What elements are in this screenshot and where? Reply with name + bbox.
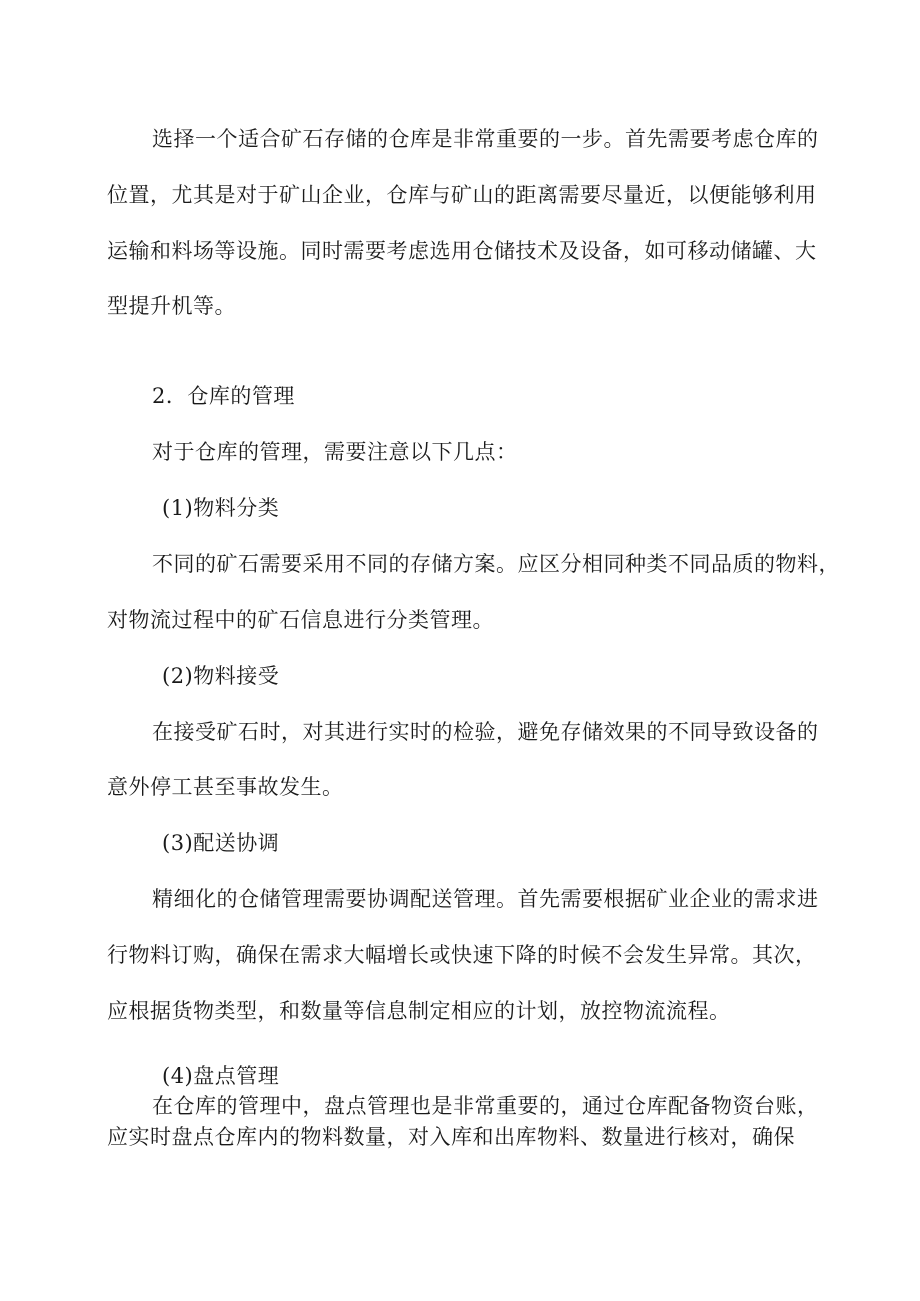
- section-heading: 2．仓库的管理: [152, 384, 295, 408]
- paragraph-line: 意外停工甚至事故发生。: [107, 775, 344, 799]
- paragraph-line: 型提升机等。: [107, 294, 236, 318]
- paragraph-line: 运输和料场等设施。同时需要考虑选用仓储技术及设备，如可移动储罐、大: [107, 239, 817, 263]
- intro-line: 对于仓库的管理，需要注意以下几点：: [152, 440, 518, 464]
- paragraph-line: 应实时盘点仓库内的物料数量，对入库和出库物料、数量进行核对，确保: [107, 1125, 795, 1149]
- paragraph-line: 精细化的仓储管理需要协调配送管理。首先需要根据矿业企业的需求进: [152, 887, 819, 911]
- paragraph-line: 选择一个适合矿石存储的仓库是非常重要的一步。首先需要考虑仓库的: [152, 127, 819, 151]
- item-title: (1)物料分类: [162, 496, 280, 520]
- paragraph-line: 在接受矿石时，对其进行实时的检验，避免存储效果的不同导致设备的: [152, 720, 819, 744]
- paragraph-line: 在仓库的管理中，盘点管理也是非常重要的，通过仓库配备物资台账，: [152, 1094, 819, 1118]
- paragraph-line: 对物流过程中的矿石信息进行分类管理。: [107, 608, 494, 632]
- item-title: (2)物料接受: [162, 664, 280, 688]
- paragraph-line: 位置，尤其是对于矿山企业，仓库与矿山的距离需要尽量近，以便能够利用: [107, 183, 817, 207]
- item-title: (3)配送协调: [162, 831, 280, 855]
- item-title: (4)盘点管理: [162, 1064, 280, 1088]
- paragraph-line: 行物料订购，确保在需求大幅增长或快速下降的时候不会发生异常。其次，: [107, 943, 817, 967]
- paragraph-line: 应根据货物类型，和数量等信息制定相应的计划，放控物流流程。: [107, 999, 731, 1023]
- paragraph-line: 不同的矿石需要采用不同的存储方案。应区分相同种类不同品质的物料，: [152, 552, 840, 576]
